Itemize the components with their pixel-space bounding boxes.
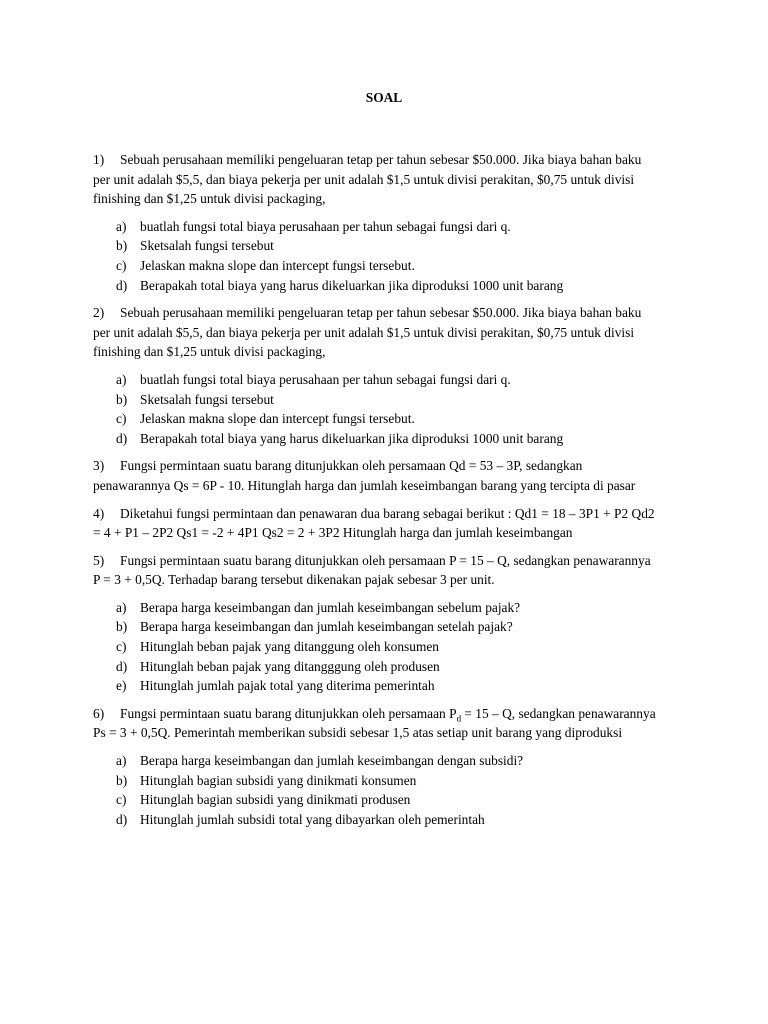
list-item-text: Berapa harga keseimbangan dan jumlah keseimbangan setelah pajak? [140,619,513,635]
list-marker: d) [116,430,128,446]
question-number: 2) [93,305,105,321]
list-item [93,598,658,618]
list-marker: b) [116,619,128,635]
list-item-text: Berapa harga keseimbangan dan jumlah keseimbangan dengan subsidi? [140,753,524,769]
question-text: Sebuah perusahaan memiliki pengeluaran tetap per tahun sebesar $50.000. Jika biaya bahan baku per unit adalah $5,5, dan biaya pekerja per unit adalah $1,5 untuk divisi perakitan, $0,75 untuk divisi finishing dan $1,25 untuk divisi packaging, [93,152,642,207]
list-marker: e) [116,678,127,694]
page-title: SOAL [365,90,403,105]
question-1-subitems [93,217,658,295]
list-item [93,617,658,637]
list-item [93,810,658,830]
list-item [93,370,658,390]
question-2-subitems [93,370,658,448]
question-text: Fungsi permintaan suatu barang ditunjukkan oleh persamaan P = 15 – Q, sedangkan penawarannya P = 3 + 0,5Q. Terhadap barang tersebut dikenakan pajak sebesar 3 per unit. [93,552,651,588]
list-item [93,790,658,810]
list-item-text: Hitunglah beban pajak yang ditanggung oleh konsumen [140,639,439,655]
list-item [93,217,658,237]
list-item-text: buatlah fungsi total biaya perusahaan per tahun sebagai fungsi dari q. [140,218,511,234]
question-number: 6) [93,705,105,721]
list-marker: d) [116,277,128,293]
list-item [93,657,658,677]
list-marker: d) [116,658,128,674]
list-item-text: Berapa harga keseimbangan dan jumlah keseimbangan sebelum pajak? [140,599,521,615]
list-marker: b) [116,772,128,788]
question-text-before: Fungsi permintaan suatu barang ditunjukkan oleh persamaan P [120,705,457,721]
question-6 [93,704,658,743]
list-marker: c) [116,411,127,427]
question-6-subitems [93,751,658,829]
question-number: 4) [93,505,105,521]
question-number: 1) [93,152,105,167]
list-item [93,771,658,791]
list-marker: b) [116,238,128,254]
question-text: Fungsi permintaan suatu barang ditunjukkan oleh persamaan Qd = 53 – 3P, sedangkan penawarannya Qs = 6P - 10. Hitunglah harga dan jumlah keseimbangan barang yang tercipta di pasar [93,458,636,493]
question-text: Diketahui fungsi permintaan dan penawaran dua barang sebagai berikut : Qd1 = 18 – 3P1 + P2 Qd2 = 4 + P1 – 2P2 Qs1 = -2 + 4P1 Qs2 = 2 + 3P2 Hitunglah harga dan jumlah keseimbangan [93,505,655,541]
list-item-text: Hitunglah beban pajak yang ditangggung oleh produsen [140,658,440,674]
question-text [93,706,656,741]
list-item [93,390,658,410]
question-5 [93,551,658,590]
list-item [93,236,658,256]
list-marker: b) [116,391,128,407]
list-item-text: Berapakah total biaya yang harus dikeluarkan jika diproduksi 1000 unit barang [140,277,564,293]
list-item-text: buatlah fungsi total biaya perusahaan per tahun sebagai fungsi dari q. [140,371,511,387]
list-item [93,676,658,696]
question-2 [93,303,658,362]
list-marker: c) [116,639,127,655]
demand-subscript: d [456,713,462,724]
list-item-text: Sketsalah fungsi tersebut [140,391,274,407]
list-marker: c) [116,792,127,808]
question-1 [93,150,658,209]
list-marker: a) [116,371,127,387]
list-item [93,256,658,276]
list-item-text: Jelaskan makna slope dan intercept fungsi tersebut. [140,411,415,427]
list-item-text: Hitunglah bagian subsidi yang dinikmati konsumen [140,772,417,788]
list-item [93,637,658,657]
list-item [93,409,658,429]
list-item [93,429,658,449]
list-item-text: Berapakah total biaya yang harus dikeluarkan jika diproduksi 1000 unit barang [140,430,564,446]
question-text: Sebuah perusahaan memiliki pengeluaran tetap per tahun sebesar $50.000. Jika biaya bahan baku per unit adalah $5,5, dan biaya pekerja per unit adalah $1,5 untuk divisi perakitan, $0,75 untuk divisi finishing dan $1,25 untuk divisi packaging, [93,305,642,360]
question-list [93,150,658,837]
question-3 [93,456,658,495]
question-text-after: = 15 – Q, sedangkan penawarannya Ps = 3 + 0,5Q. Pemerintah memberikan subsidi sebesar 1,5 atas setiap unit barang yang diproduksi [93,705,656,741]
list-item-text: Sketsalah fungsi tersebut [140,238,274,254]
list-item-text: Hitunglah jumlah subsidi total yang dibayarkan oleh pemerintah [140,811,485,827]
question-4 [93,504,658,543]
list-item [93,276,658,296]
question-5-subitems [93,598,658,696]
question-number: 3) [93,458,105,474]
list-marker: a) [116,753,127,769]
list-marker: d) [116,811,128,827]
list-marker: c) [116,257,127,273]
list-item-text: Jelaskan makna slope dan intercept fungsi tersebut. [140,257,415,273]
list-marker: a) [116,218,127,234]
question-number: 5) [93,552,105,568]
list-marker: a) [116,599,127,615]
list-item-text: Hitunglah jumlah pajak total yang diterima pemerintah [140,678,435,694]
list-item-text: Hitunglah bagian subsidi yang dinikmati produsen [140,792,411,808]
list-item [93,751,658,771]
